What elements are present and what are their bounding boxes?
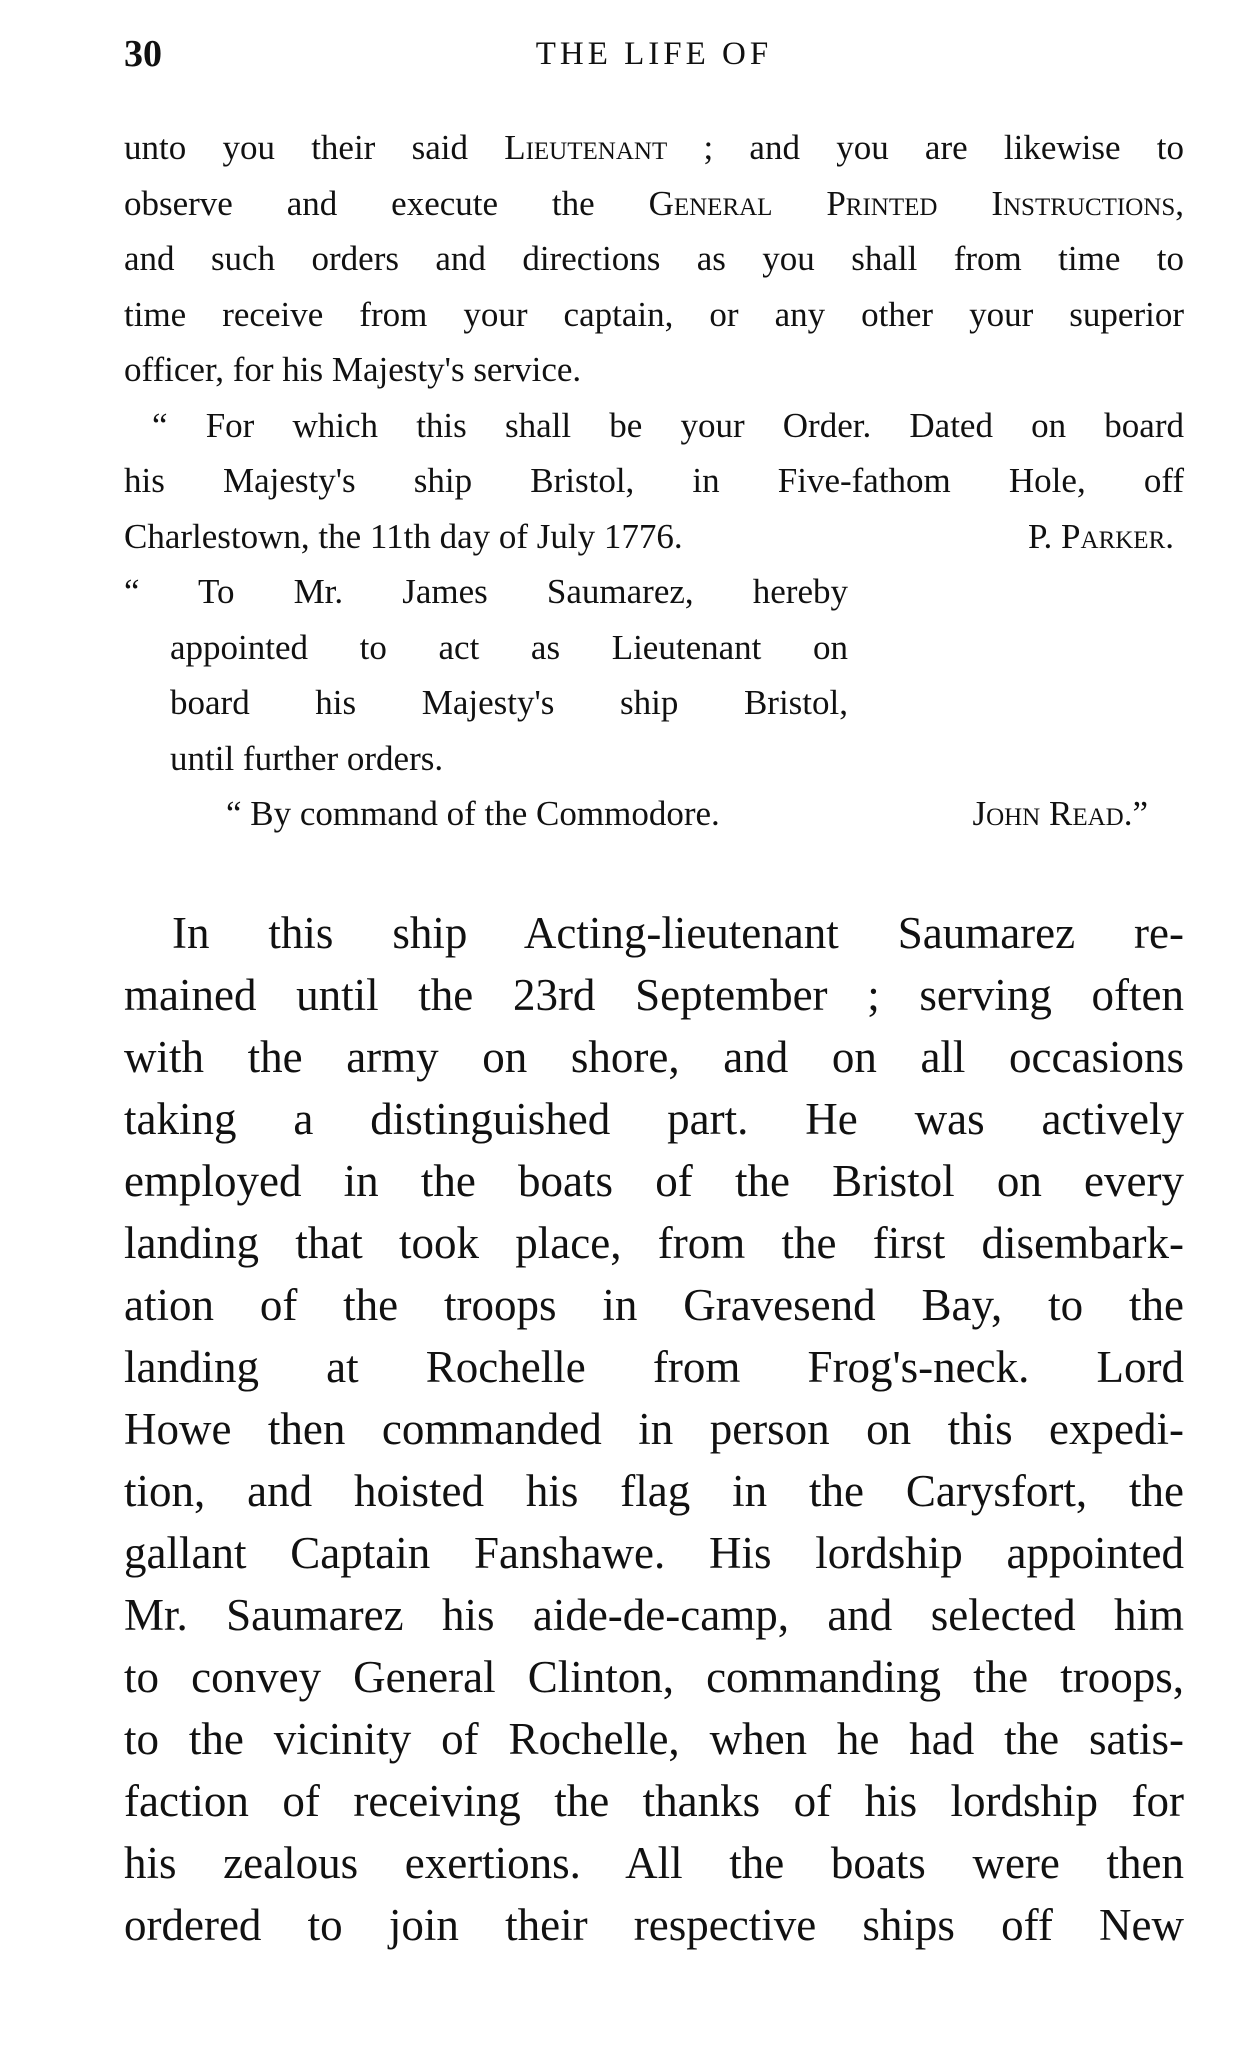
quote-line: his Majesty's ship Bristol, in Five-fathom Hole, off [124,461,1184,500]
address-line: “ To Mr. James Saumarez, hereby [124,572,848,611]
address-line: board his Majesty's ship Bristol, [170,683,848,722]
quoted-order [124,120,1184,842]
address-line: until further orders. [170,738,444,778]
address-block [124,564,848,786]
main-body-text [124,902,1184,1956]
body-line: with the army on shore, and on all occasions [124,1032,1184,1082]
body-line: gallant Captain Fanshawe. His lordship appointed [124,1528,1184,1578]
page-header [124,30,1184,78]
body-line: employed in the boats of the Bristol on every [124,1156,1184,1206]
body-line: Howe then commanded in person on this expedi- [124,1404,1184,1454]
body-line: landing that took place, from the first disembark- [124,1218,1184,1268]
date-line [124,509,1184,565]
signature-parker: P. Parker. [1027,516,1174,556]
page-number: 30 [124,33,162,75]
address-line: appointed to act as Lieutenant on [170,627,848,667]
order-paragraph-1 [124,120,1184,398]
body-line: taking a distinguished part. He was actively [124,1094,1184,1144]
quote-line: and such orders and directions as you shall from time to [124,239,1184,278]
quote-line: observe and execute the General Printed Instructions, [124,183,1184,223]
body-line: tion, and hoisted his flag in the Carysfort, the [124,1466,1184,1516]
quote-line: time receive from your captain, or any other your superior [124,294,1184,334]
small-caps-word: Lieutenant [504,128,668,167]
command-line [124,786,1184,842]
body-line: his zealous exertions. All the boats were then [124,1838,1184,1888]
signature-read: John Read.” [972,794,1148,833]
order-paragraph-2 [124,398,1184,565]
command-text: “ By command of the Commodore. [226,794,720,833]
body-line: ation of the troops in Gravesend Bay, to the [124,1280,1184,1330]
body-line: Mr. Saumarez his aide-de-camp, and selected him [124,1590,1184,1640]
running-title: THE LIFE OF [535,36,773,72]
quote-line: “ For which this shall be your Order. Dated on board [152,405,1184,445]
date-text: Charlestown, the 11th day of July 1776. [124,516,683,556]
body-line: In this ship Acting-lieutenant Saumarez re- [172,908,1184,958]
body-line: landing at Rochelle from Frog's-neck. Lord [124,1342,1184,1392]
quote-line: unto you their said Lieutenant ; and you are likewise to [124,128,1184,167]
body-line: to convey General Clinton, commanding the troops, [124,1652,1184,1702]
body-line: ordered to join their respective ships off New [124,1900,1184,1950]
body-line: to the vicinity of Rochelle, when he had the satis- [124,1714,1184,1764]
quote-line: officer, for his Majesty's service. [124,350,582,389]
body-line: mained until the 23rd September ; serving often [124,970,1184,1020]
body-paragraph [124,902,1184,1956]
small-caps-word: General Printed Instructions, [648,183,1184,223]
body-line: faction of receiving the thanks of his lordship for [124,1776,1184,1826]
